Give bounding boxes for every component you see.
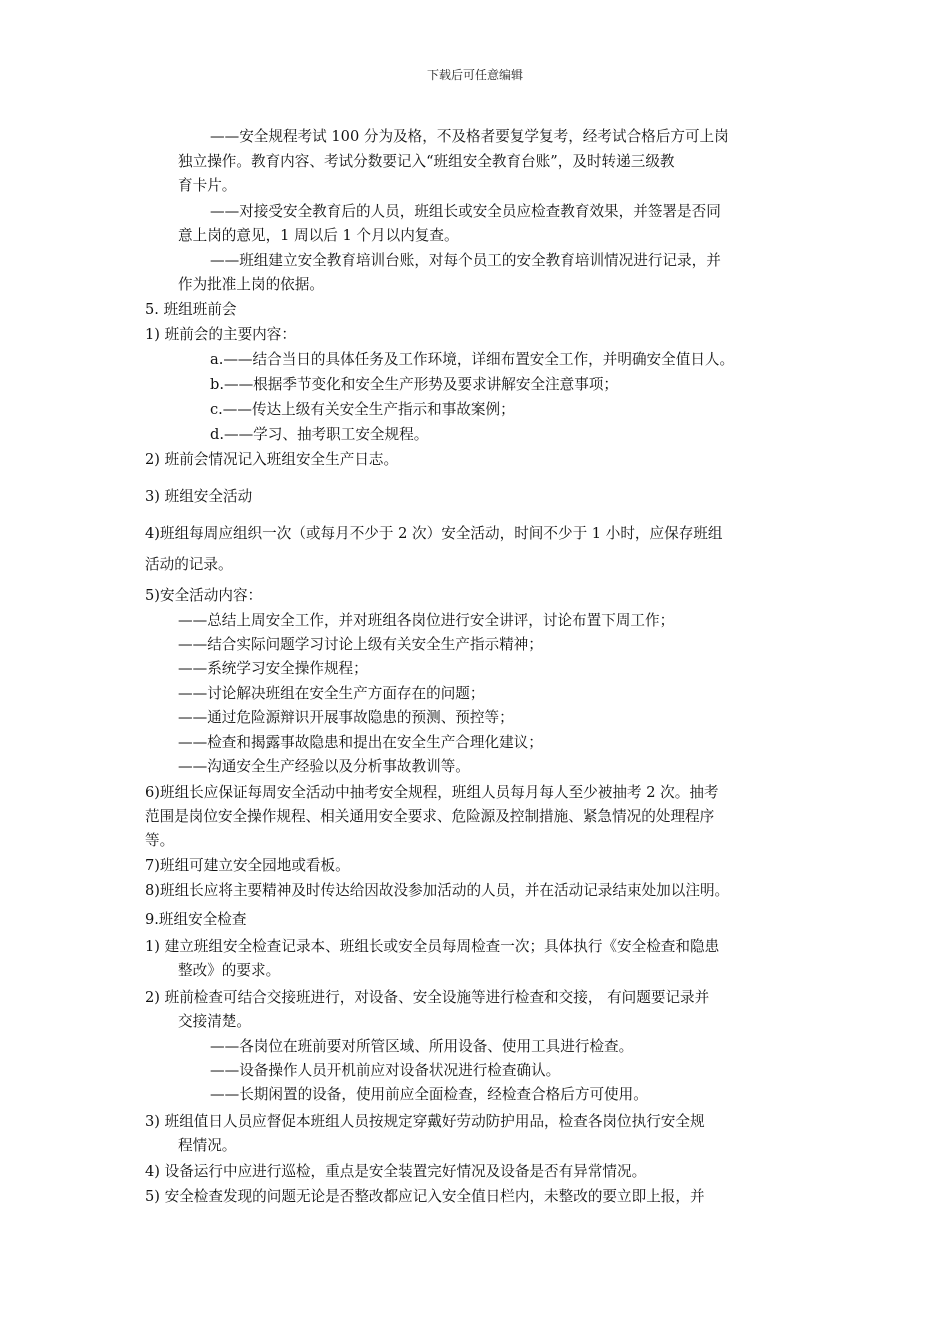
list-item: ——通过危险源辩识开展事故隐患的预测、预控等； [178, 709, 514, 726]
page-header: 下载后可任意编辑 [426, 68, 523, 82]
list-item: ——设备操作人员开机前应对设备状况进行检查确认。 [210, 1062, 561, 1079]
list-item: ——讨论解决班组在安全生产方面存在的问题； [178, 685, 485, 702]
list-item: ——各岗位在班前要对所管区域、所用设备、使用工具进行检查。 [210, 1038, 634, 1055]
text-line: ——安全规程考试 100 分为及格，不及格者要复学复考，经考试合格后方可上岗 [210, 128, 729, 145]
text-line: 3) 班组值日人员应督促本班组人员按规定穿戴好劳动防护用品，检查各岗位执行安全规 [145, 1113, 705, 1130]
text-line: 等。 [145, 832, 175, 849]
text-line: ——对接受安全教育后的人员，班组长或安全员应检查教育效果，并签署是否同 [210, 203, 721, 220]
list-item: b.——根据季节变化和安全生产形势及要求讲解安全注意事项； [210, 376, 619, 393]
text-line: 独立操作。教育内容、考试分数要记入“班组安全教育台账”，及时转递三级教 [178, 153, 675, 170]
text-line: 2) 班前会情况记入班组安全生产日志。 [145, 451, 399, 468]
list-item: a.——结合当日的具体任务及工作环境，详细布置安全工作，并明确安全值日人。 [210, 351, 735, 368]
text-line: 范围是岗位安全操作规程、相关通用安全要求、危险源及控制措施、紧急情况的处理程序 [145, 808, 715, 825]
text-line: 活动的记录。 [145, 556, 233, 573]
text-line: 5)安全活动内容： [145, 587, 263, 604]
text-line: 作为批准上岗的依据。 [178, 276, 324, 293]
text-line: 程情况。 [178, 1137, 237, 1154]
list-item: ——总结上周安全工作，并对班组各岗位进行安全讲评，讨论布置下周工作； [178, 612, 675, 629]
text-line: 1) 建立班组安全检查记录本、班组长或安全员每周检查一次；具体执行《安全检查和隐患 [145, 938, 720, 955]
list-item: ——检查和揭露事故隐患和提出在安全生产合理化建议； [178, 734, 543, 751]
list-item: d.——学习、抽考职工安全规程。 [210, 426, 429, 443]
text-line: 4) 设备运行中应进行巡检，重点是安全装置完好情况及设备是否有异常情况。 [145, 1163, 647, 1180]
list-item: c.——传达上级有关安全生产指示和事故案例； [210, 401, 515, 418]
text-line: 育卡片。 [178, 177, 237, 194]
list-item: ——长期闲置的设备，使用前应全面检查，经检查合格后方可使用。 [210, 1086, 648, 1103]
list-item: ——结合实际问题学习讨论上级有关安全生产指示精神； [178, 636, 543, 653]
text-line: 意上岗的意见，1 周以后 1 个月以内复查。 [178, 227, 459, 244]
text-line: 整改》的要求。 [178, 962, 281, 979]
text-line: 2) 班前检查可结合交接班进行，对设备、安全设施等进行检查和交接， 有问题要记录并 [145, 989, 710, 1006]
section-heading: 9.班组安全检查 [145, 911, 247, 928]
section-heading: 3) 班组安全活动 [145, 488, 253, 505]
text-line: 8)班组长应将主要精神及时传达给因故没参加活动的人员，并在活动记录结束处加以注明。 [145, 882, 730, 899]
text-line: 7)班组可建立安全园地或看板。 [145, 857, 350, 874]
section-heading: 5. 班组班前会 [145, 301, 237, 318]
text-line: 交接清楚。 [178, 1013, 251, 1030]
text-line: 1) 班前会的主要内容： [145, 326, 296, 343]
text-line: 5) 安全检查发现的问题无论是否整改都应记入安全值日栏内，未整改的要立即上报，并 [145, 1188, 705, 1205]
text-line: 4)班组每周应组织一次（或每月不少于 2 次）安全活动，时间不少于 1 小时，应保存班组 [145, 525, 723, 542]
list-item: ——沟通安全生产经验以及分析事故教训等。 [178, 758, 470, 775]
text-line: 6)班组长应保证每周安全活动中抽考安全规程，班组人员每月每人至少被抽考 2 次。抽考 [145, 784, 719, 801]
text-line: ——班组建立安全教育培训台账，对每个员工的安全教育培训情况进行记录，并 [210, 252, 721, 269]
list-item: ——系统学习安全操作规程； [178, 660, 368, 677]
